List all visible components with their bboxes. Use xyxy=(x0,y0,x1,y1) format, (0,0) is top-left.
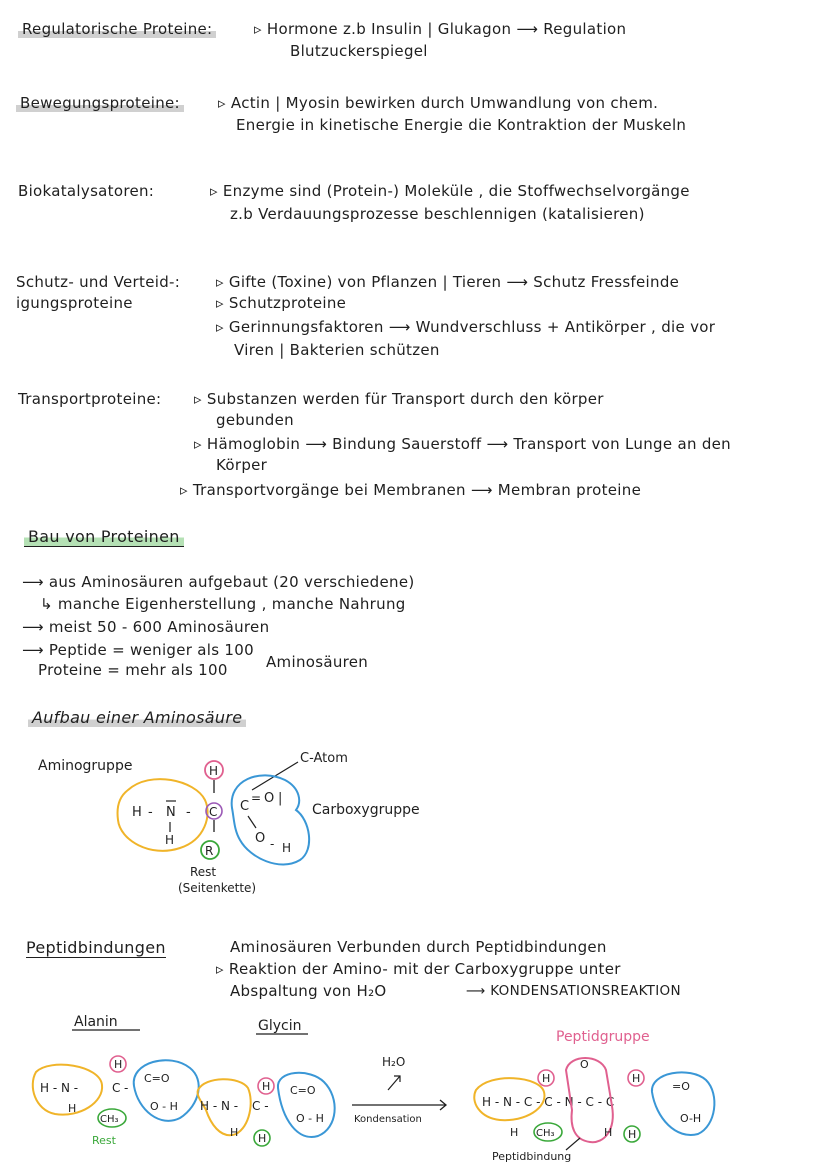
text-peptid-1: Aminosäuren Verbunden durch Peptidbindungen xyxy=(230,938,607,956)
text-transport-5: ▹ Transportvorgänge bei Membranen ⟶ Membran proteine xyxy=(180,481,642,499)
label-peptid: Peptidbindungen xyxy=(26,938,166,957)
text-biokat-2: z.b Verdauungsprozesse beschlennigen (katalisieren) xyxy=(230,205,645,223)
svg-text:C=O: C=O xyxy=(290,1084,316,1097)
text-schutz-2: ▹ Schutzproteine xyxy=(216,294,347,312)
svg-text:H: H xyxy=(209,764,219,778)
text-bau-6: Aminosäuren xyxy=(266,653,369,671)
svg-text:C: C xyxy=(112,1081,121,1095)
svg-text:-: - xyxy=(270,837,275,851)
text-transport-1: ▹ Substanzen werden für Transport durch den körper xyxy=(194,390,604,408)
text-bau-2: ↳ manche Eigenherstellung , manche Nahrung xyxy=(40,595,406,613)
text-bau-5: Proteine = mehr als 100 xyxy=(38,661,228,679)
label-schutz-2: igungsproteine xyxy=(16,294,133,312)
svg-text:H: H xyxy=(230,1126,239,1139)
text-regulatorisch-2: Blutzuckerspiegel xyxy=(290,42,428,60)
text-regulatorisch-1: ▹ Hormone z.b Insulin | Glukagon ⟶ Regulation xyxy=(254,20,627,38)
svg-text:O - H: O - H xyxy=(296,1112,324,1125)
svg-text:-: - xyxy=(124,1081,129,1095)
label-c-atom: C-Atom xyxy=(300,751,348,766)
svg-text:C=O: C=O xyxy=(144,1072,170,1085)
svg-text:H - N - C - C - N - C - C: H - N - C - C - N - C - C xyxy=(482,1095,615,1109)
label-bewegung: Bewegungsproteine: xyxy=(16,94,184,112)
heading-bau: Bau von Proteinen xyxy=(24,527,184,547)
svg-text:O - H: O - H xyxy=(150,1100,178,1113)
svg-text:N: N xyxy=(166,805,176,820)
svg-text:=: = xyxy=(251,791,262,805)
text-peptid-3b: ⟶ KONDENSATIONSREAKTION xyxy=(466,983,681,999)
svg-text:C: C xyxy=(209,805,218,819)
svg-text:C -: C - xyxy=(252,1099,269,1113)
svg-text:C: C xyxy=(240,799,250,814)
svg-text:H - N -: H - N - xyxy=(40,1081,79,1095)
text-bau-3: ⟶ meist 50 - 600 Aminosäuren xyxy=(22,618,270,636)
text-bewegung-1: ▹ Actin | Myosin bewirken durch Umwandlung von chem. xyxy=(218,94,659,112)
text-biokat-1: ▹ Enzyme sind (Protein-) Moleküle , die Stoffwechselvorgänge xyxy=(210,182,690,200)
label-schutz-1: Schutz- und Verteid-: xyxy=(16,273,181,291)
svg-text:=O: =O xyxy=(672,1080,690,1093)
svg-text:H: H xyxy=(282,841,292,855)
text-transport-3: ▹ Hämoglobin ⟶ Bindung Sauerstoff ⟶ Transport von Lunge an den xyxy=(194,435,731,453)
peptid-diagram xyxy=(0,1010,828,1169)
text-bau-1: ⟶ aus Aminosäuren aufgebaut (20 verschiedene) xyxy=(22,573,415,591)
aminosaeure-diagram xyxy=(0,740,828,910)
text-schutz-4: Viren | Bakterien schützen xyxy=(234,341,440,359)
text-transport-2: gebunden xyxy=(216,411,294,429)
svg-text:-: - xyxy=(186,805,191,820)
text-peptid-3: Abspaltung von H₂O xyxy=(230,982,387,1000)
svg-text:H: H xyxy=(132,805,142,820)
svg-text:CH₃: CH₃ xyxy=(100,1114,119,1125)
svg-text:|: | xyxy=(278,791,283,806)
text-transport-4: Körper xyxy=(216,456,268,474)
label-regulatorisch: Regulatorische Proteine: xyxy=(18,20,216,38)
glycin-carboxy-outline xyxy=(278,1073,335,1137)
label-peptidbindung: Peptidbindung xyxy=(492,1150,572,1163)
svg-text:R: R xyxy=(205,844,214,858)
label-seitenkette: (Seitenkette) xyxy=(178,881,257,895)
svg-text:O-H: O-H xyxy=(680,1112,702,1125)
label-rest: Rest xyxy=(190,865,217,879)
svg-text:H: H xyxy=(628,1128,637,1141)
text-schutz-3: ▹ Gerinnungsfaktoren ⟶ Wundverschluss + Antikörper , die vor xyxy=(216,318,716,336)
text-peptid-2: ▹ Reaktion der Amino- mit der Carboxygruppe unter xyxy=(216,960,621,978)
text-bewegung-2: Energie in kinetische Energie die Kontraktion der Muskeln xyxy=(236,116,687,134)
label-carboxygruppe: Carboxygruppe xyxy=(312,802,420,818)
amino-group-outline xyxy=(117,779,207,851)
label-h2o: H₂O xyxy=(382,1055,406,1069)
label-glycin: Glycin xyxy=(258,1018,302,1034)
svg-text:H: H xyxy=(542,1072,551,1085)
svg-text:H: H xyxy=(632,1072,641,1085)
svg-text:H: H xyxy=(258,1132,267,1145)
heading-aufbau: Aufbau einer Aminosäure xyxy=(28,708,246,727)
svg-text:O: O xyxy=(580,1058,589,1071)
label-aminogruppe: Aminogruppe xyxy=(38,758,133,774)
label-kondensation: Kondensation xyxy=(354,1114,422,1125)
svg-text:H: H xyxy=(68,1102,77,1115)
label-alanin-rest: Rest xyxy=(92,1134,116,1147)
svg-text:CH₃: CH₃ xyxy=(536,1128,555,1139)
label-biokat: Biokatalysatoren: xyxy=(18,182,155,200)
label-peptidgruppe: Peptidgruppe xyxy=(556,1029,650,1045)
carboxy-group-outline xyxy=(232,775,309,864)
svg-text:H - N -: H - N - xyxy=(200,1099,239,1113)
svg-text:H: H xyxy=(604,1126,613,1139)
svg-text:H: H xyxy=(165,833,175,847)
svg-text:H: H xyxy=(262,1080,271,1093)
label-alanin: Alanin xyxy=(74,1014,118,1030)
text-schutz-1: ▹ Gifte (Toxine) von Pflanzen | Tieren ⟶ Schutz Fressfeinde xyxy=(216,273,680,291)
text-bau-4: ⟶ Peptide = weniger als 100 xyxy=(22,641,254,659)
svg-text:O: O xyxy=(264,791,275,806)
svg-text:H: H xyxy=(114,1058,123,1071)
svg-text:-: - xyxy=(148,805,153,820)
svg-text:H: H xyxy=(510,1126,519,1139)
label-transport: Transportproteine: xyxy=(18,390,162,408)
svg-text:O: O xyxy=(255,831,266,846)
